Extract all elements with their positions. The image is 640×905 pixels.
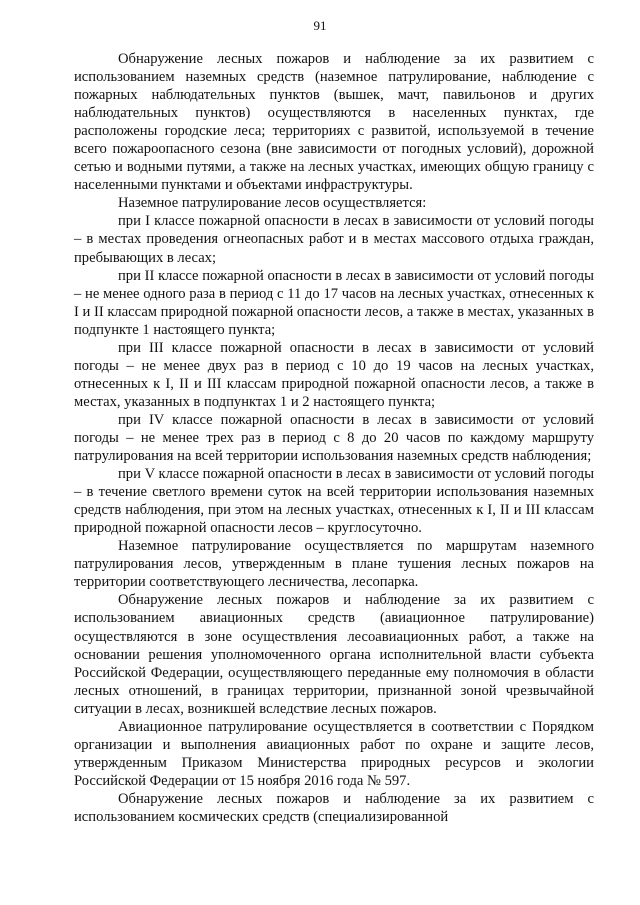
paragraph-class-1: при I классе пожарной опасности в лесах в зависимости от условий погоды – в местах проведения огнеопасных работ и в местах массового отдыха граждан, пребывающих в лесах; (74, 213, 594, 266)
paragraph-aviation-patrol: Авиационное патрулирование осуществляется в соответствии с Порядком организации и выполнения авиационных работ по охране и защите лесов, утвержденным Приказом Министерства природных ресурсов и экологии Российской Федерации от 15 ноября 2016 года № 597. (74, 718, 594, 789)
paragraph-space-detection: Обнаружение лесных пожаров и наблюдение за их развитием с использованием космических средств (специализированной (74, 790, 594, 825)
document-body (74, 50, 594, 826)
paragraph-patrol-routes: Наземное патрулирование осуществляется по маршрутам наземного патрулирования лесов, утвержденным в плане тушения лесных пожаров на территории соответствующего лесничества, лесопарка. (74, 538, 594, 591)
paragraph-class-5: при V классе пожарной опасности в лесах в зависимости от условий погоды – в течение светлого времени суток на всей территории использования наземных средств наблюдения, при этом на лесных участках, отнесенных к I, II и III классам природной пожарной опасности лесов – круглосуточно. (74, 466, 594, 537)
paragraph-aviation-detection: Обнаружение лесных пожаров и наблюдение за их развитием с использованием авиационных средств (авиационное патрулирование) осуществляются в зоне осуществления лесоавиационных работ, а также на основании решения уполномоченного органа исполнительной власти субъекта Российской Федерации, осуществляющего переданные ему полномочия в области лесных отношений, в границах территории, признанной зоной чрезвычайной ситуации в лесах, возникшей вследствие лесных пожаров. (74, 592, 594, 717)
paragraph-class-3: при III классе пожарной опасности в лесах в зависимости от условий погоды – не менее двух раз в период с 10 до 19 часов на лесных участках, отнесенных к I, II и III классам природной пожарной опасности лесов, а также в местах, указанных в подпунктах 1 и 2 настоящего пункта; (74, 339, 594, 410)
page-number: 91 (313, 18, 327, 33)
paragraph-ground-patrol-intro: Наземное патрулирование лесов осуществляется: (118, 195, 427, 212)
paragraph-class-4: при IV классе пожарной опасности в лесах в зависимости от условий погоды – не менее трех раз в период с 8 до 20 часов по каждому маршруту патрулирования на всей территории использования наземных средств наблюдения; (74, 411, 594, 465)
paragraph-class-2: при II классе пожарной опасности в лесах в зависимости от условий погоды – не менее одного раза в период с 11 до 17 часов на лесных участках, отнесенных к I и II классам природной пожарной опасности лесов, а также в местах, указанных в подпункте 1 настоящего пункта; (74, 267, 594, 338)
paragraph-ground-detection: Обнаружение лесных пожаров и наблюдение за их развитием с использованием наземных средств (наземное патрулирование, наблюдение с пожарных наблюдательных пунктов (вышек, мачт, павильонов и других наблюдательных пунктов) осуществляются в населенных пунктах, где расположены городские леса; территориях с развитой, используемой в течение всего пожароопасного сезона (вне зависимости от погодных условий), дорожной сетью и водными путями, а также на лесных участках, имеющих общую границу с населенными пунктами и объектами инфраструктуры. (74, 51, 594, 194)
